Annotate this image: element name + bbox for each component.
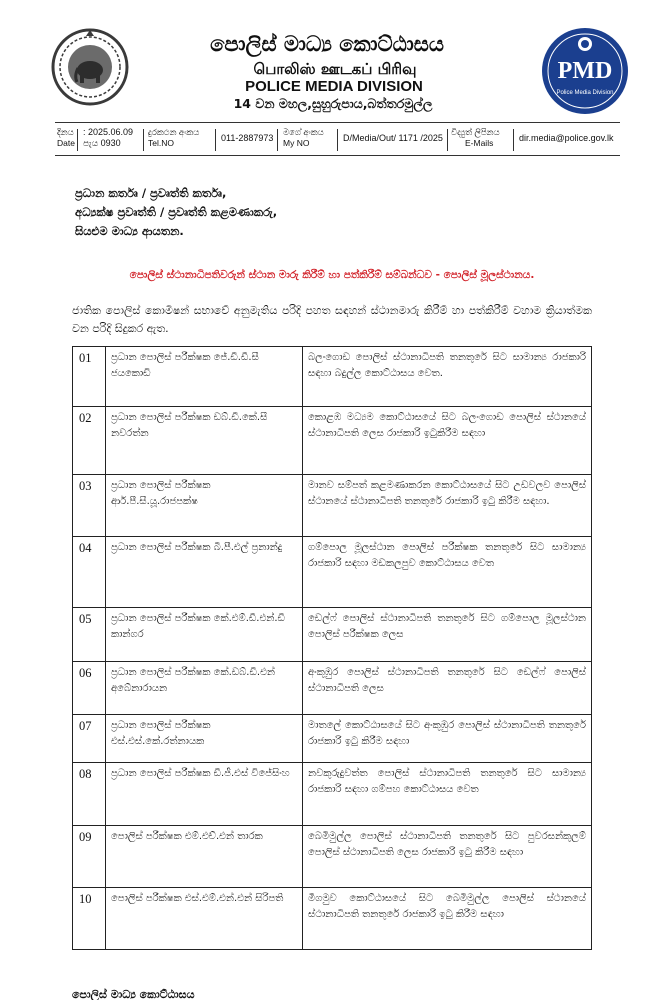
org-name-english: POLICE MEDIA DIVISION — [245, 78, 423, 95]
table-row — [73, 475, 592, 537]
addressee-line: අධ්‍යක්ෂ ප්‍රවෘත්ති / ප්‍රවෘත්ති කළමණාකරු, — [75, 205, 278, 219]
row-number: 10 — [73, 888, 106, 950]
row-number: 03 — [73, 475, 106, 537]
row-number: 08 — [73, 763, 106, 826]
email-label: විද්‍යුත් ලිපිනය E-Mails — [451, 127, 500, 148]
transfer-details: අංකුඹුර පොලිස් ස්ථානාධිපති තනතුරේ සිට ඩෙල්ෆ් පොලිස් ස්ථානාධිපති ලෙස — [303, 662, 592, 715]
date-value: : 2025.06.09 පැය 0930 — [83, 127, 134, 148]
officer-name: ප්‍රධාන පොලිස් පරීක්ෂක ඩබ්.ඩී.කේ.සී නවරත්න — [106, 407, 303, 475]
footer-signature-line: පොලිස් මාධ්‍ය කොට්ඨාසය — [72, 988, 195, 1000]
org-name-tamil: பொலிஸ் ஊடகப் பிரிவு — [253, 60, 417, 78]
table-row — [73, 888, 592, 950]
transfer-details: මානව සම්පත් කළමණාකරන කොට්ඨාසයේ සිට උඩවලව පොලිස් ස්ථානයේ ස්ථානාධිපති තනතුරේ රාජකාරි ඉටු කිරීම සඳහා. — [303, 475, 592, 537]
officer-name: ප්‍රධාන පොලිස් පරීක්ෂක එස්.එස්.කේ.රත්නායක — [106, 715, 303, 763]
officer-name: ප්‍රධාන පොලිස් පරීක්ෂක බී.පී.එල් ප්‍රනාන්දු — [106, 537, 303, 608]
addressee-line: ප්‍රධාන කර්තෘ / ප්‍රවෘත්ති කර්තෘ, — [75, 186, 227, 200]
row-number: 09 — [73, 826, 106, 888]
table-row — [73, 662, 592, 715]
org-address: 14 වන මහල,සුහුරුපාය,බත්තරමුල්ල — [233, 96, 433, 111]
tel-value: 011-2887973 — [221, 133, 274, 143]
officer-name: ප්‍රධාන පොලිස් පරීක්ෂක කේ.එම්.ඩී.එන්.ඩී කාන්ගර — [106, 608, 303, 662]
officer-name: ප්‍රධාන පොලිස් පරීක්ෂක ඩී.ජී.එස් විජේසිංහ — [106, 763, 303, 826]
transfer-details: කොළඹ මධ්‍යම කොට්ඨාසයේ සිට බලංගොඩ පොලිස් ස්ථානයේ ස්ථානාධිපති ලෙස රාජකාරි ඉටුකිරීම සඳහා — [303, 407, 592, 475]
transfer-details: බලංගොඩ පොලිස් ස්ථානාධිපති තනතුරේ සිට සාමාන්‍ය රාජකාරි සඳහා බදුල්ල කොට්ඨාසය වෙත. — [303, 347, 592, 407]
pmd-ring-text: Police Media Division — [556, 90, 614, 96]
table-row — [73, 407, 592, 475]
addressee-line: සියළුම මාධ්‍ය ආයතන. — [75, 224, 184, 238]
transfer-details: ඩෙල්ෆ් පොලිස් ස්ථානාධිපති තනතුරේ සිට ගම්පොල මූලස්ථාන පොලිස් පරීක්ෂක ලෙස — [303, 608, 592, 662]
row-number: 06 — [73, 662, 106, 715]
tel-label: දුරකථන අංකය Tel.NO — [148, 127, 200, 148]
row-number: 05 — [73, 608, 106, 662]
officer-name: පොලිස් පරීක්ෂක එම්.එච්.එන් තාරක — [106, 826, 303, 888]
intro-paragraph: ජාතික පොලිස් කොමිෂන් සභාවේ අනුමැතිය පරිදි පහත සඳහන් ස්ථානමාරු කිරීම් හා පත්කිරීම් වහාම ක්‍රියාත්මක වන පරිදි සිදුකර ඇත. — [72, 304, 592, 335]
email-value: dir.media@police.gov.lk — [519, 133, 614, 143]
row-number: 01 — [73, 347, 106, 407]
table-row — [73, 347, 592, 407]
row-number: 07 — [73, 715, 106, 763]
pmd-badge-text: PMD — [557, 58, 613, 84]
table-row — [73, 763, 592, 826]
table-row — [73, 826, 592, 888]
table-row — [73, 537, 592, 608]
info-strip — [55, 122, 620, 156]
table-row — [73, 715, 592, 763]
my-no-value: D/Media/Out/ 1171 /2025 — [343, 133, 443, 143]
table-row — [73, 608, 592, 662]
officer-name: ප්‍රධාන පොලිස් පරීක්ෂක ජේ.ඩී.ඩී.සී ජයකොඩි — [106, 347, 303, 407]
transfers-table — [72, 346, 592, 950]
row-number: 04 — [73, 537, 106, 608]
subject-heading: පොලිස් ස්ථානාධිපතිවරුන් ස්ථාන මාරු කිරීම් හා පත්කිරීම් සම්බන්ධව - පොලිස් මූලස්ථානය. — [129, 269, 535, 281]
row-number: 02 — [73, 407, 106, 475]
transfer-details: නවකුරුදුවත්ත පොලිස් ස්ථානාධිපති තනතුරේ සිට සාමාන්‍ය රාජකාරි සඳහා ගම්පහ කොට්ඨාසය වෙත — [303, 763, 592, 826]
transfer-details: බෙමිමුල්ල පොලිස් ස්ථානාධිපති තනතුරේ සිට පුවරසන්කුලම් පොලිස් ස්ථානාධිපති ලෙස රාජකාරි ඉටු කිරීම සඳහා — [303, 826, 592, 888]
officer-name: ප්‍රධාන පොලිස් පරීක්ෂක කේ.ඩබ්.ඩී.එන් අබේනාරායන — [106, 662, 303, 715]
my-no-label: මගේ අංකය My NO — [283, 127, 324, 148]
date-label: දිනය Date — [57, 127, 75, 148]
transfer-details: ගම්පොල මූලස්ථාන පොලිස් පරීක්ෂක තනතුරේ සිට සාමාන්‍ය රාජකාරි සඳහා මඩකලපුව කොට්ඨාසය වෙත — [303, 537, 592, 608]
officer-name: පොලිස් පරීක්ෂක එස්.එම්.එන්.එන් සිරිපති — [106, 888, 303, 950]
org-name-sinhala: පොලිස් මාධ්‍ය කොට්ඨාසය — [210, 32, 444, 56]
transfer-details: මීගමුව කොට්ඨාසයේ සිට බෙමිමුල්ල පොලිස් ස්ථානයේ ස්ථානාධිපති තනතුරේ රාජකාරි ඉටු කිරීම සඳහා — [303, 888, 592, 950]
officer-name: ප්‍රධාන පොලිස් පරීක්ෂක ආර්.පී.සී.යූ.රාජපක්ෂ — [106, 475, 303, 537]
addressee-block — [75, 184, 277, 241]
transfer-details: මාතලේ කොට්ඨාසයේ සිට අංකුඹුර පොලිස් ස්ථානාධිපති තනතුරේ රාජකාරි ඉටු කිරීම සඳහා — [303, 715, 592, 763]
